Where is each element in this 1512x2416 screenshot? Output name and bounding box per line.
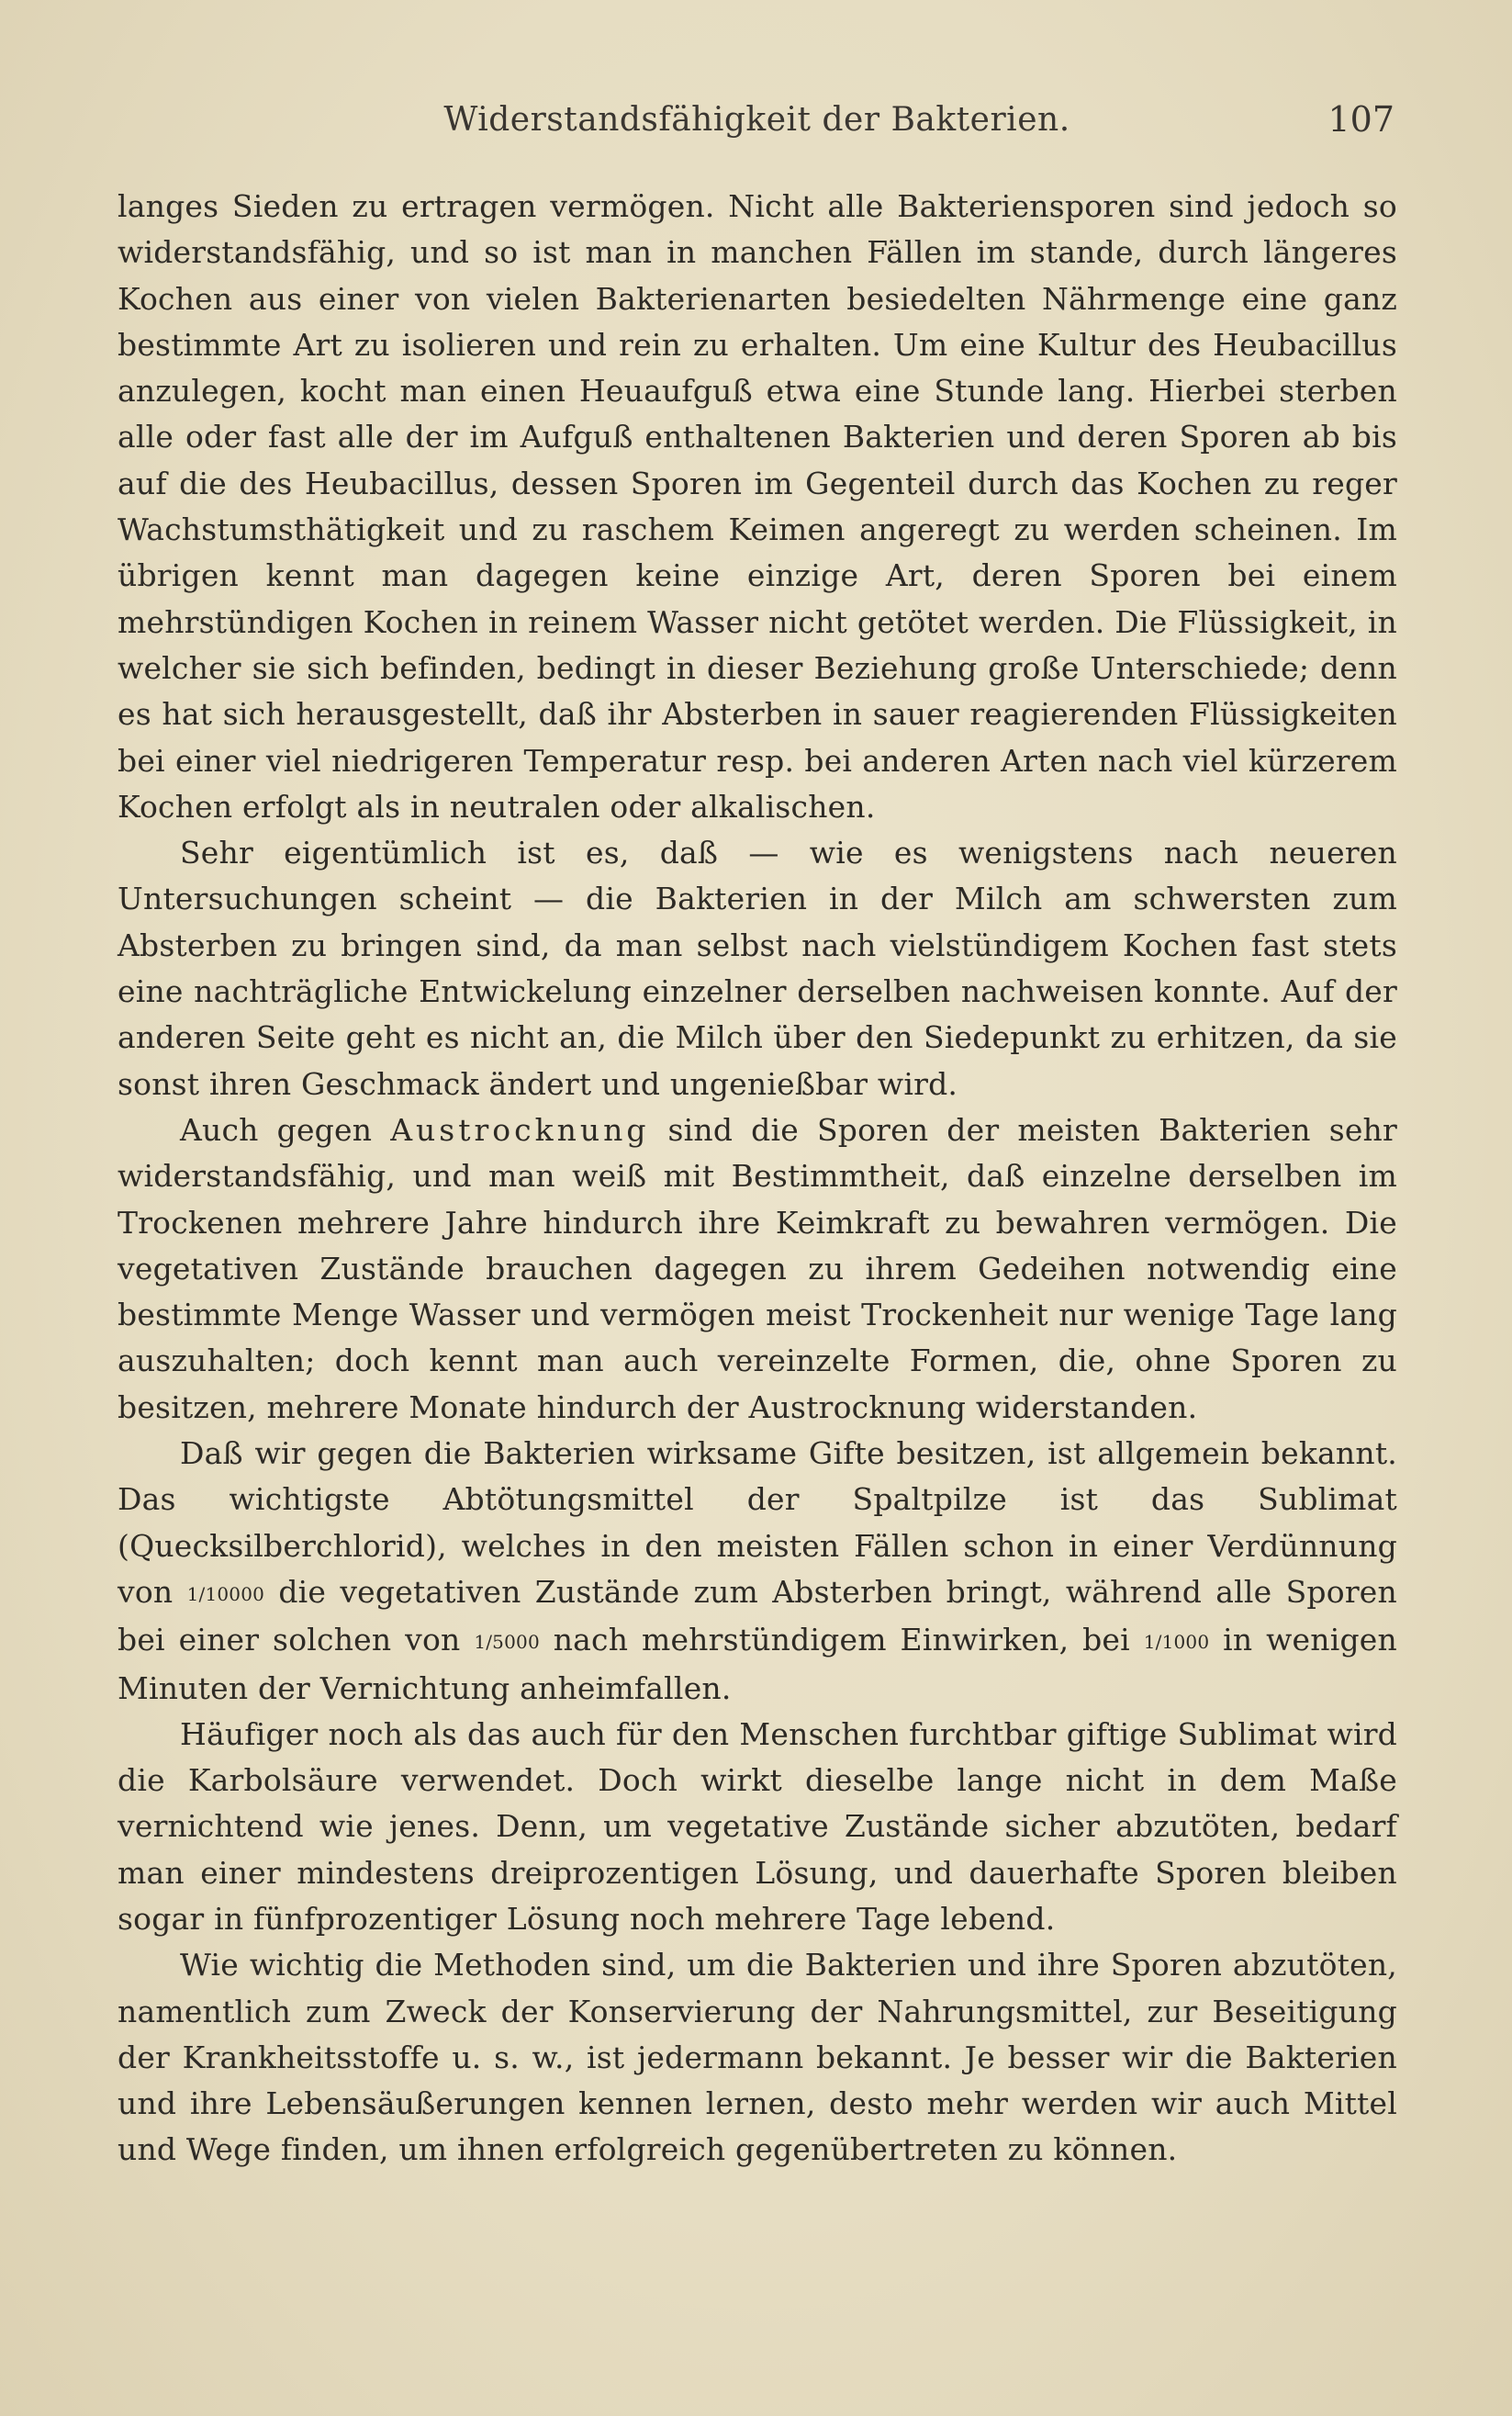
paragraph-3	[118, 1107, 1397, 1431]
paragraph-4-text-d: in wenigen Minuten der Vernichtung anheimfallen.	[118, 1622, 1397, 1706]
paragraph-2: Sehr eigentümlich ist es, daß — wie es wenigstens nach neueren Untersuchungen scheint — die Bakterien in der Milch am schwersten zum Absterben zu bringen sind, da man selbst nach vielstündigem Kochen fast stets eine nachträgliche Entwickelung einzelner derselben nachweisen konnte. Auf der anderen Seite geht es nicht an, die Milch über den Siedepunkt zu erhitzen, da sie sonst ihren Geschmack ändert und ungenießbar wird.	[118, 835, 1397, 1102]
paragraph-3-lead: Auch gegen	[180, 1111, 373, 1148]
fraction-1: 1/10000	[186, 1582, 265, 1605]
paragraph-4-text-a: Daß wir gegen die Bakterien wirksame Gifte besitzen, ist allgemein bekannt. Das wichtigste Abtötungsmittel der Spaltpilze ist das Sublimat (Quecksilberchlorid), welches in den meisten Fällen schon in einer Verdünnung von	[118, 1435, 1397, 1610]
emphasized-term: Austrocknung	[390, 1111, 650, 1148]
page-number: 107	[1327, 99, 1394, 140]
fraction-3: 1/1000	[1143, 1631, 1210, 1654]
paragraph-5: Häufiger noch als das auch für den Menschen furchtbar giftige Sublimat wird die Karbolsäure verwendet. Doch wirkt dieselbe lange nicht in dem Maße vernichtend wie jenes. Denn, um vegetative Zustände sicher abzutöten, bedarf man einer mindestens dreiprozentigen Lösung, und dauerhafte Sporen bleiben sogar in fünfprozentiger Lösung noch mehrere Tage lebend.	[118, 1715, 1397, 1937]
paragraph-6: Wie wichtig die Methoden sind, um die Bakterien und ihre Sporen abzutöten, namentlich zum Zweck der Konservierung der Nahrungsmittel, zur Beseitigung der Krankheitsstoffe u. s. w., ist jedermann bekannt. Je besser wir die Bakterien und ihre Lebensäußerungen kennen lernen, desto mehr werden wir auch Mittel und Wege finden, um ihnen erfolgreich gegenübertreten zu können.	[118, 1947, 1397, 2168]
paragraph-4-text-c: nach mehrstündigem Einwirken, bei	[553, 1622, 1130, 1658]
paragraph-3-text: sind die Sporen der meisten Bakterien sehr widerstandsfähig, und man weiß mit Bestimmtheit, daß einzelne derselben im Trockenen mehrere Jahre hindurch ihre Keimkraft zu bewahren vermögen. Die vegetativen Zustände brauchen dagegen zu ihrem Gedeihen notwendig eine bestimmte Menge Wasser und vermögen meist Trockenheit nur wenige Tage lang auszuhalten; doch kennt man auch vereinzelte Formen, die, ohne Sporen zu besitzen, mehrere Monate hindurch der Austrocknung widerstanden.	[118, 1111, 1397, 1425]
body-text	[118, 184, 1397, 2174]
paragraph-4-text-b: die vegetativen Zustände zum Absterben bringt, während alle Sporen bei einer solchen von	[118, 1573, 1397, 1658]
running-head-title: Widerstandsfähigkeit der Bakterien.	[443, 101, 1070, 139]
fraction-2: 1/5000	[474, 1631, 540, 1654]
running-head	[119, 96, 1394, 151]
paragraph-1: langes Sieden zu ertragen vermögen. Nicht alle Bakteriensporen sind jedoch so widerstandsfähig, und so ist man in manchen Fällen im stande, durch längeres Kochen aus einer von vielen Bakterienarten besiedelten Nährmenge eine ganz bestimmte Art zu isolieren und rein zu erhalten. Um eine Kultur des Heubacillus anzulegen, kocht man einen Heuaufguß etwa eine Stunde lang. Hierbei sterben alle oder fast alle der im Aufguß enthaltenen Bakterien und deren Sporen ab bis auf die des Heubacillus, dessen Sporen im Gegenteil durch das Kochen zu reger Wachstumsthätigkeit und zu raschem Keimen angeregt zu werden scheinen. Im übrigen kennt man dagegen keine einzige Art, deren Sporen bei einem mehrstündigen Kochen in reinem Wasser nicht getötet werden. Die Flüssigkeit, in welcher sie sich befinden, bedingt in dieser Beziehung große Unterschiede; denn es hat sich herausgestellt, daß ihr Absterben in sauer reagierenden Flüssigkeiten bei einer viel niedrigeren Temperatur resp. bei anderen Arten nach viel kürzerem Kochen erfolgt als in neutralen oder alkalischen.	[118, 188, 1397, 825]
paragraph-4	[118, 1431, 1397, 1712]
